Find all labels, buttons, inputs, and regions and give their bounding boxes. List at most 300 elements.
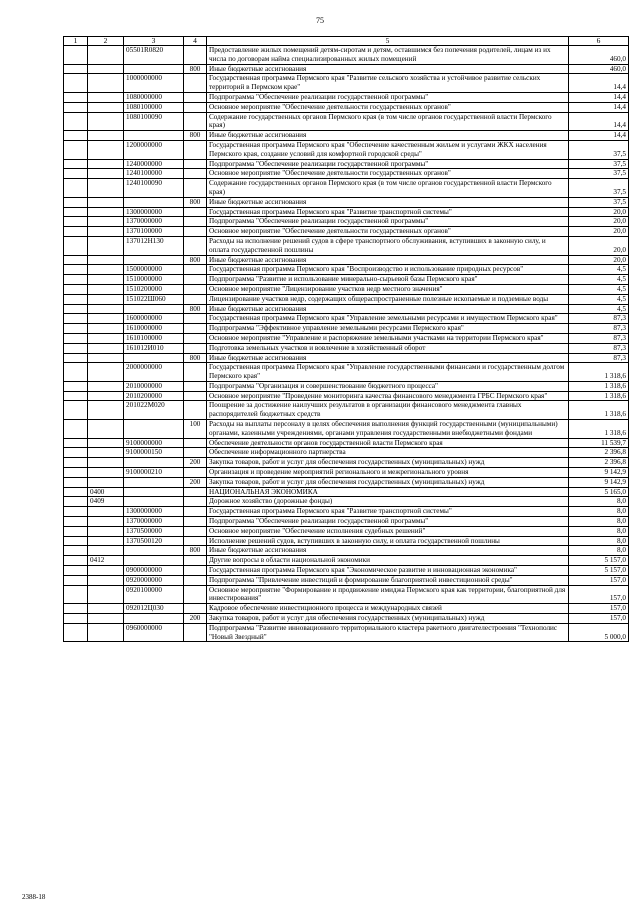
table-cell-type <box>184 585 207 604</box>
table-cell-col1 <box>64 517 88 527</box>
table-cell-amount: 1 318,6 <box>569 391 629 401</box>
table-cell-code: 0920100000 <box>124 585 184 604</box>
table-cell-code <box>124 556 184 566</box>
table-cell-code: 9100000150 <box>124 448 184 458</box>
table-cell-col1 <box>64 526 88 536</box>
table-cell-col1 <box>64 92 88 102</box>
table-row <box>64 217 629 227</box>
table-cell-code: 1300000000 <box>124 207 184 217</box>
table-cell-col2 <box>88 207 124 217</box>
table-row <box>64 236 629 255</box>
table-cell-code: 1200000000 <box>124 140 184 159</box>
table-cell-col1 <box>64 536 88 546</box>
table-body <box>64 46 629 642</box>
table-cell-name: Обеспечение информационного партнерства <box>207 448 569 458</box>
table-cell-col2 <box>88 217 124 227</box>
table-cell-col1 <box>64 556 88 566</box>
table-cell-name: Государственная программа Пермского края "Управление земельными ресурсами и имуществом Пермского края" <box>207 314 569 324</box>
table-cell-col2 <box>88 420 124 439</box>
table-row <box>64 487 629 497</box>
table-cell-type <box>184 497 207 507</box>
table-cell-name: Основное мероприятие "Обеспечение исполнения судебных решений" <box>207 526 569 536</box>
table-row <box>64 566 629 576</box>
table-row <box>64 381 629 391</box>
table-row <box>64 391 629 401</box>
table-cell-col2 <box>88 304 124 314</box>
table-cell-type <box>184 227 207 237</box>
table-cell-type <box>184 536 207 546</box>
table-cell-code <box>124 497 184 507</box>
table-cell-code <box>124 477 184 487</box>
table-cell-type: 800 <box>184 255 207 265</box>
table-cell-amount: 14,4 <box>569 112 629 131</box>
table-cell-type: 100 <box>184 420 207 439</box>
table-cell-code <box>124 458 184 468</box>
table-row <box>64 556 629 566</box>
table-cell-name: Расходы на выплаты персоналу в целях обеспечения выполнения функций государственными (муниципальными) органами, казенными учреждениями, органами управления государственными внебюджетными фондами <box>207 420 569 439</box>
table-cell-col2 <box>88 623 124 642</box>
table-row <box>64 468 629 478</box>
table-row <box>64 438 629 448</box>
table-cell-col2 <box>88 227 124 237</box>
table-cell-code: 161012И010 <box>124 343 184 353</box>
table-cell-name: Содержание государственных органов Пермского края (в том числе органов государственной власти Пермского края) <box>207 179 569 198</box>
table-cell-code: 1240100090 <box>124 179 184 198</box>
table-cell-code: 0900000000 <box>124 566 184 576</box>
table-cell-amount: 5 165,0 <box>569 487 629 497</box>
header-cell: 3 <box>124 37 184 46</box>
table-cell-col1 <box>64 477 88 487</box>
table-cell-amount: 4,5 <box>569 275 629 285</box>
table-cell-name: Подпрограмма "Развитие инновационного территориального кластера ракетного двигателестроения "Технополис "Новый Звездный" <box>207 623 569 642</box>
table-cell-name: Государственная программа Пермского края "Развитие транспортной системы" <box>207 207 569 217</box>
table-cell-code <box>124 353 184 363</box>
table-row <box>64 92 629 102</box>
table-cell-type <box>184 526 207 536</box>
table-cell-amount: 8,0 <box>569 546 629 556</box>
table-cell-col2 <box>88 546 124 556</box>
table-cell-amount: 9 142,9 <box>569 477 629 487</box>
table-cell-type: 200 <box>184 458 207 468</box>
table-cell-type <box>184 363 207 382</box>
table-cell-code: 201022М020 <box>124 401 184 420</box>
table-cell-col2 <box>88 477 124 487</box>
table-cell-code: 1370500120 <box>124 536 184 546</box>
table-cell-code: 137012Н130 <box>124 236 184 255</box>
table-cell-type <box>184 517 207 527</box>
table-row <box>64 275 629 285</box>
table-cell-col1 <box>64 284 88 294</box>
table-cell-col2 <box>88 353 124 363</box>
table-cell-name: Закупка товаров, работ и услуг для обеспечения государственных (муниципальных) нужд <box>207 477 569 487</box>
table-cell-amount: 460,0 <box>569 64 629 74</box>
table-cell-amount: 8,0 <box>569 526 629 536</box>
table-cell-col2 <box>88 112 124 131</box>
table-cell-type <box>184 438 207 448</box>
table-row <box>64 546 629 556</box>
table-cell-type <box>184 314 207 324</box>
table-cell-name: Другие вопросы в области национальной экономики <box>207 556 569 566</box>
table-cell-amount: 2 396,8 <box>569 458 629 468</box>
header-cell: 4 <box>184 37 207 46</box>
table-cell-col1 <box>64 74 88 93</box>
table-cell-name: Государственная программа Пермского края "Развитие транспортной системы" <box>207 507 569 517</box>
table-cell-type <box>184 324 207 334</box>
table-cell-name: Государственная программа Пермского края "Обеспечение качественным жильем и услугами ЖКХ населения Пермского края, создание условий для комфортной городской среды" <box>207 140 569 159</box>
table-cell-col1 <box>64 420 88 439</box>
table-cell-amount: 14,4 <box>569 131 629 141</box>
table-cell-name: НАЦИОНАЛЬНАЯ ЭКОНОМИКА <box>207 487 569 497</box>
table-cell-col1 <box>64 102 88 112</box>
table-cell-type: 800 <box>184 131 207 141</box>
table-cell-name: Поощрение за достижение наилучших результатов в организации финансового менеджмента главных распорядителей бюджетных средств <box>207 401 569 420</box>
table-cell-col2 <box>88 294 124 304</box>
table-cell-name: Расходы на исполнение решений судов в сфере транспортного обслуживания, вступивших в законную силу, и оплата государственной пошлины <box>207 236 569 255</box>
table-cell-col1 <box>64 343 88 353</box>
table-cell-col1 <box>64 401 88 420</box>
table-cell-amount: 5 157,0 <box>569 566 629 576</box>
table-cell-amount: 157,0 <box>569 575 629 585</box>
table-cell-col1 <box>64 131 88 141</box>
table-cell-col2 <box>88 391 124 401</box>
table-cell-type <box>184 556 207 566</box>
table-cell-amount: 4,5 <box>569 284 629 294</box>
table-cell-code: 0960000000 <box>124 623 184 642</box>
table-cell-name: Иные бюджетные ассигнования <box>207 546 569 556</box>
table-cell-amount: 14,4 <box>569 74 629 93</box>
table-cell-code: 2000000000 <box>124 363 184 382</box>
table-cell-col1 <box>64 604 88 614</box>
table-cell-code: 2010000000 <box>124 381 184 391</box>
page-number: 75 <box>316 16 324 25</box>
table-cell-code: 1600000000 <box>124 314 184 324</box>
table-cell-code: 0920000000 <box>124 575 184 585</box>
table-cell-col1 <box>64 575 88 585</box>
table-cell-name: Дорожное хозяйство (дорожные фонды) <box>207 497 569 507</box>
table-cell-name: Государственная программа Пермского края "Экономическое развитие и инновационная экономика" <box>207 566 569 576</box>
table-cell-amount: 37,5 <box>569 197 629 207</box>
table-row <box>64 324 629 334</box>
table-row <box>64 458 629 468</box>
table-row <box>64 623 629 642</box>
table-cell-col1 <box>64 614 88 624</box>
table-cell-col2 <box>88 64 124 74</box>
table-row <box>64 64 629 74</box>
table-cell-name: Государственная программа Пермского края "Воспроизводство и использование природных ресурсов" <box>207 265 569 275</box>
table-cell-col2 <box>88 468 124 478</box>
table-cell-col1 <box>64 179 88 198</box>
table-cell-code <box>124 304 184 314</box>
table-cell-amount: 87,3 <box>569 353 629 363</box>
table-row <box>64 140 629 159</box>
table-cell-amount: 4,5 <box>569 294 629 304</box>
table-cell-col1 <box>64 438 88 448</box>
table-cell-col2 <box>88 131 124 141</box>
table-cell-amount: 1 318,6 <box>569 420 629 439</box>
table-cell-name: Иные бюджетные ассигнования <box>207 131 569 141</box>
table-cell-col2 <box>88 343 124 353</box>
table-row <box>64 526 629 536</box>
table-cell-type: 800 <box>184 353 207 363</box>
table-cell-col2 <box>88 284 124 294</box>
table-cell-name: Государственная программа Пермского края "Управление государственными финансами и государственным долгом Пермского края" <box>207 363 569 382</box>
table-cell-amount: 11 539,7 <box>569 438 629 448</box>
table-cell-col2 <box>88 438 124 448</box>
table-cell-type <box>184 401 207 420</box>
table-cell-name: Основное мероприятие "Обеспечение деятельности государственных органов" <box>207 227 569 237</box>
table-cell-code: 2010200000 <box>124 391 184 401</box>
table-cell-col2 <box>88 363 124 382</box>
table-row <box>64 333 629 343</box>
table-cell-amount: 37,5 <box>569 179 629 198</box>
table-cell-amount: 8,0 <box>569 536 629 546</box>
table-cell-col2 <box>88 614 124 624</box>
table-cell-type <box>184 275 207 285</box>
table-cell-code: 1000000000 <box>124 74 184 93</box>
table-row <box>64 159 629 169</box>
table-cell-type <box>184 343 207 353</box>
table-row <box>64 131 629 141</box>
table-cell-amount: 37,5 <box>569 140 629 159</box>
table-cell-col2 <box>88 448 124 458</box>
table-cell-col1 <box>64 333 88 343</box>
table-row <box>64 207 629 217</box>
table-cell-name: Основное мероприятие "Управление и распоряжение земельными участками на территории Пермского края" <box>207 333 569 343</box>
table-cell-col2 <box>88 275 124 285</box>
table-cell-col1 <box>64 217 88 227</box>
table-cell-col2 <box>88 102 124 112</box>
table-cell-code <box>124 546 184 556</box>
table-cell-type <box>184 575 207 585</box>
table-cell-name: Основное мероприятие "Обеспечение деятельности государственных органов" <box>207 102 569 112</box>
table-row <box>64 197 629 207</box>
table-row <box>64 507 629 517</box>
table-cell-code: 1370100000 <box>124 227 184 237</box>
table-row <box>64 227 629 237</box>
table-cell-type: 800 <box>184 64 207 74</box>
table-cell-code <box>124 487 184 497</box>
table-cell-type <box>184 381 207 391</box>
table-cell-amount: 4,5 <box>569 304 629 314</box>
table-cell-col1 <box>64 353 88 363</box>
table-cell-code: 1370500000 <box>124 526 184 536</box>
table-cell-amount: 14,4 <box>569 92 629 102</box>
table-cell-name: Основное мероприятие "Формирование и продвижение имиджа Пермского края как территории, благоприятной для инвестирования" <box>207 585 569 604</box>
table-cell-name: Подпрограмма "Привлечение инвестиций и формирование благоприятной инвестиционной среды" <box>207 575 569 585</box>
table-cell-code: 1370000000 <box>124 517 184 527</box>
table-cell-type <box>184 468 207 478</box>
table-cell-amount: 37,5 <box>569 169 629 179</box>
table-cell-name: Основное мероприятие "Обеспечение деятельности государственных органов" <box>207 169 569 179</box>
table-cell-type <box>184 448 207 458</box>
table-row <box>64 74 629 93</box>
table-cell-col2 <box>88 575 124 585</box>
table-cell-col2 <box>88 458 124 468</box>
table-row <box>64 536 629 546</box>
header-row <box>64 37 629 46</box>
table-row <box>64 343 629 353</box>
footer-code: 2388-18 <box>22 893 46 901</box>
table-cell-name: Подготовка земельных участков и вовлечение в хозяйственный оборот <box>207 343 569 353</box>
table-row <box>64 102 629 112</box>
table-cell-code: 1240000000 <box>124 159 184 169</box>
table-cell-code <box>124 255 184 265</box>
table-cell-col1 <box>64 391 88 401</box>
table-cell-name: Иные бюджетные ассигнования <box>207 255 569 265</box>
table-cell-type <box>184 179 207 198</box>
table-cell-code <box>124 614 184 624</box>
table-cell-type <box>184 507 207 517</box>
table-cell-type: 200 <box>184 477 207 487</box>
table-cell-col2 <box>88 585 124 604</box>
table-cell-type <box>184 333 207 343</box>
table-cell-name: Иные бюджетные ассигнования <box>207 304 569 314</box>
table-cell-type <box>184 140 207 159</box>
table-cell-type <box>184 159 207 169</box>
table-row <box>64 517 629 527</box>
table-cell-name: Государственная программа Пермского края "Развитие сельского хозяйства и устойчивое развитие сельских территорий в Пермском крае" <box>207 74 569 93</box>
table-row <box>64 294 629 304</box>
table-row <box>64 575 629 585</box>
header-cell: 6 <box>569 37 629 46</box>
table-cell-col2 <box>88 566 124 576</box>
table-cell-col2: 0409 <box>88 497 124 507</box>
table-cell-col1 <box>64 497 88 507</box>
table-cell-name: Кадровое обеспечение инвестиционного процесса и международных связей <box>207 604 569 614</box>
table-cell-col1 <box>64 507 88 517</box>
table-cell-type <box>184 112 207 131</box>
table-cell-type <box>184 217 207 227</box>
table-cell-col2 <box>88 526 124 536</box>
table-row <box>64 284 629 294</box>
table-cell-amount: 9 142,9 <box>569 468 629 478</box>
table-cell-amount: 157,0 <box>569 614 629 624</box>
table-row <box>64 169 629 179</box>
table-cell-type: 800 <box>184 304 207 314</box>
table-cell-col2 <box>88 265 124 275</box>
table-cell-col2 <box>88 333 124 343</box>
table-row <box>64 112 629 131</box>
header-cell: 5 <box>207 37 569 46</box>
table-cell-col1 <box>64 64 88 74</box>
table-cell-type <box>184 391 207 401</box>
table-cell-col1 <box>64 294 88 304</box>
table-cell-code: 9100000000 <box>124 438 184 448</box>
table-cell-amount: 157,0 <box>569 585 629 604</box>
table-row <box>64 604 629 614</box>
table-cell-type <box>184 623 207 642</box>
table-cell-name: Подпрограмма "Эффективное управление земельными ресурсами Пермского края" <box>207 324 569 334</box>
table-cell-code: 1370000000 <box>124 217 184 227</box>
table-cell-name: Подпрограмма "Организация и совершенствование бюджетного процесса" <box>207 381 569 391</box>
table-cell-type <box>184 604 207 614</box>
table-cell-col1 <box>64 140 88 159</box>
table-cell-type <box>184 284 207 294</box>
table-cell-col1 <box>64 265 88 275</box>
table-cell-col2: 0412 <box>88 556 124 566</box>
table-cell-col1 <box>64 585 88 604</box>
table-cell-name: Закупка товаров, работ и услуг для обеспечения государственных (муниципальных) нужд <box>207 614 569 624</box>
table-cell-type <box>184 46 207 65</box>
table-cell-name: Иные бюджетные ассигнования <box>207 353 569 363</box>
table-cell-col2 <box>88 46 124 65</box>
table-cell-col1 <box>64 623 88 642</box>
table-cell-name: Подпрограмма "Обеспечение реализации государственной программы" <box>207 92 569 102</box>
table-cell-col2 <box>88 140 124 159</box>
table-cell-col1 <box>64 159 88 169</box>
table-row <box>64 477 629 487</box>
table-cell-amount: 8,0 <box>569 507 629 517</box>
table-cell-col1 <box>64 363 88 382</box>
table-row <box>64 614 629 624</box>
table-row <box>64 448 629 458</box>
table-cell-type <box>184 92 207 102</box>
table-cell-code <box>124 197 184 207</box>
table-cell-col2 <box>88 236 124 255</box>
table-cell-amount: 87,3 <box>569 343 629 353</box>
table-cell-name: Организация и проведение мероприятий регионального и межрегионального уровня <box>207 468 569 478</box>
table-cell-name: Исполнение решений судов, вступивших в законную силу, и оплата государственной пошлины <box>207 536 569 546</box>
table-cell-name: Обеспечение деятельности органов государственной власти Пермского края <box>207 438 569 448</box>
table-cell-type <box>184 487 207 497</box>
table-cell-amount: 4,5 <box>569 265 629 275</box>
table-cell-col2 <box>88 74 124 93</box>
table-cell-type <box>184 265 207 275</box>
table-cell-name: Содержание государственных органов Пермского края (в том числе органов государственной власти Пермского края) <box>207 112 569 131</box>
table-cell-col1 <box>64 468 88 478</box>
table-cell-amount: 20,0 <box>569 255 629 265</box>
table-cell-amount: 20,0 <box>569 227 629 237</box>
table-cell-amount: 37,5 <box>569 159 629 169</box>
table-cell-name: Основное мероприятие "Проведение мониторинга качества финансового менеджмента ГРБС Пермского края" <box>207 391 569 401</box>
table-cell-name: Иные бюджетные ассигнования <box>207 64 569 74</box>
table-cell-type <box>184 207 207 217</box>
table-cell-col1 <box>64 255 88 265</box>
table-cell-col2 <box>88 401 124 420</box>
table-cell-amount: 20,0 <box>569 217 629 227</box>
table-cell-col1 <box>64 314 88 324</box>
table-row <box>64 401 629 420</box>
table-cell-code: 9100000210 <box>124 468 184 478</box>
table-cell-col2 <box>88 536 124 546</box>
table-cell-col2 <box>88 92 124 102</box>
table-cell-code: 1080000000 <box>124 92 184 102</box>
table-cell-amount: 14,4 <box>569 102 629 112</box>
table-row <box>64 585 629 604</box>
table-cell-col1 <box>64 275 88 285</box>
table-cell-code: 1300000000 <box>124 507 184 517</box>
table-cell-col2: 0400 <box>88 487 124 497</box>
table-cell-name: Иные бюджетные ассигнования <box>207 197 569 207</box>
table-cell-type <box>184 74 207 93</box>
table-cell-col1 <box>64 546 88 556</box>
table-cell-col1 <box>64 487 88 497</box>
table-cell-amount: 5 000,0 <box>569 623 629 642</box>
table-cell-code <box>124 131 184 141</box>
table-row <box>64 363 629 382</box>
table-cell-amount: 157,0 <box>569 604 629 614</box>
table-cell-amount: 87,3 <box>569 324 629 334</box>
table-cell-name: Основное мероприятие "Лицензирование участков недр местного значения" <box>207 284 569 294</box>
table-cell-amount: 87,3 <box>569 333 629 343</box>
table-cell-name: Лицензирование участков недр, содержащих общераспространенные полезные ископаемые и подземные воды <box>207 294 569 304</box>
table-cell-col1 <box>64 381 88 391</box>
table-cell-amount: 460,0 <box>569 46 629 65</box>
table-cell-code: 1510200000 <box>124 284 184 294</box>
table-cell-code: 1080100090 <box>124 112 184 131</box>
table-cell-col1 <box>64 458 88 468</box>
budget-table-container <box>63 36 628 642</box>
